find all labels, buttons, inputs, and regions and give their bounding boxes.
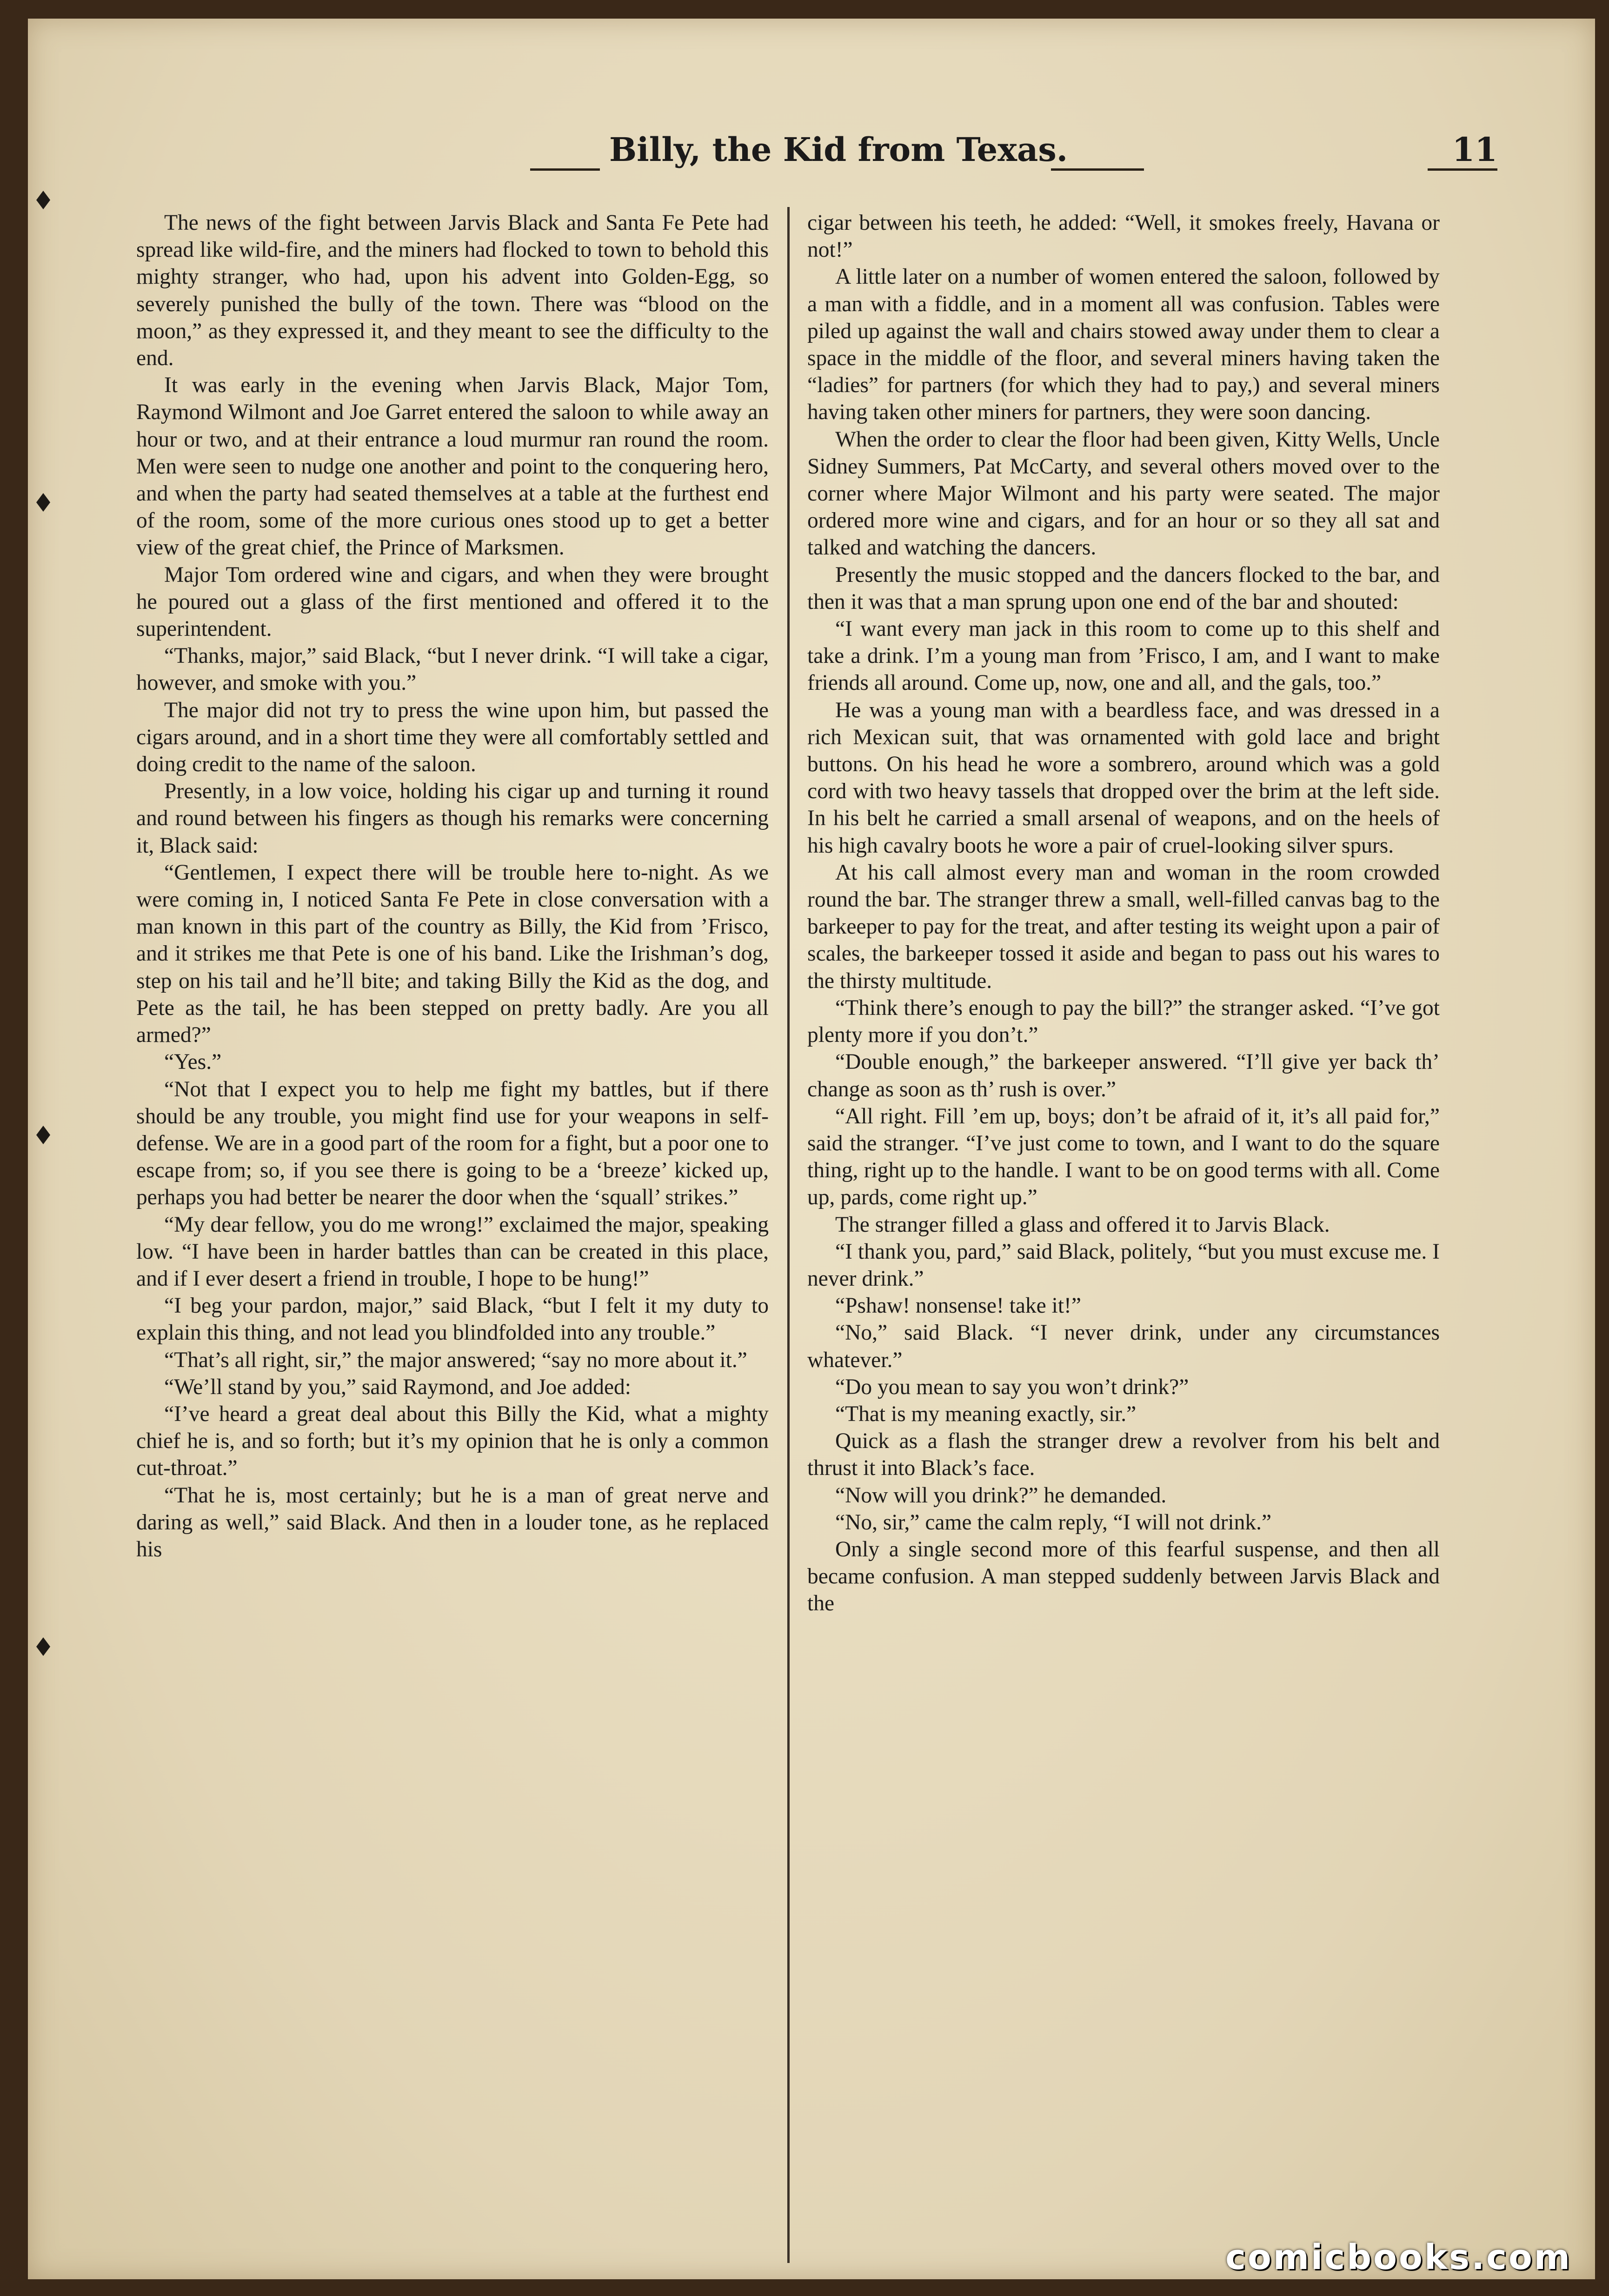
paragraph: cigar between his teeth, he added: “Well, it smokes freely, Havana or not!” bbox=[807, 211, 1440, 262]
paragraph: “Think there’s enough to pay the bill?” the stranger asked. “I’ve got plenty more if you don’t.” bbox=[807, 995, 1440, 1048]
paragraph: The major did not try to press the wine upon him, but passed the cigars around, and in a short time they were all comfortably settled and doing credit to the name of the saloon. bbox=[136, 698, 769, 777]
paragraph: “Now will you drink?” he demanded. bbox=[835, 1483, 1167, 1508]
paragraph: “Pshaw! nonsense! take it!” bbox=[835, 1294, 1081, 1318]
paragraph: “No,” said Black. “I never drink, under any circumstances whatever.” bbox=[807, 1321, 1440, 1372]
paragraph: The stranger filled a glass and offered it to Jarvis Black. bbox=[835, 1212, 1330, 1237]
binding-stitch-icon bbox=[36, 493, 50, 512]
paragraph: Major Tom ordered wine and cigars, and when they were brought he poured out a glass of the first mentioned and offered it to the superintendent. bbox=[136, 562, 769, 641]
column-divider bbox=[787, 207, 790, 2263]
paragraph: A little later on a number of women entered the saloon, followed by a man with a fiddle, and in a moment all was confusion. Tables were piled up against the wall and chairs stowed away under them to clear a space in the middle of the floor, and several miners having taken the “ladies” for partners (for which they had to pay,) and several miners having taken other miners for partners, they were soon dancing. bbox=[807, 265, 1440, 425]
paragraph: Only a single second more of this fearful suspense, and then all became confusion. A man stepped suddenly between Jarvis Black and the bbox=[807, 1537, 1440, 1616]
paragraph: “Not that I expect you to help me fight my battles, but if there should be any trouble, you might find use for your weapons in self-defense. We are in a good part of the room for a fight, but a poor one to escape from; so, if you see there is going to be a ‘breeze’ kicked up, perhaps you had better be nearer the door when the ‘squall’ strikes.” bbox=[136, 1077, 769, 1210]
paragraph: “All right. Fill ’em up, boys; don’t be afraid of it, it’s all paid for,” said the stranger. “I’ve just come to town, and I want to do the square thing, right up to the handle. I want to be on good terms with all. Come up, pards, come right up.” bbox=[807, 1104, 1440, 1210]
paragraph: “No, sir,” came the calm reply, “I will not drink.” bbox=[835, 1510, 1272, 1535]
paragraph: “Do you mean to say you won’t drink?” bbox=[835, 1375, 1189, 1399]
binding-stitch-icon bbox=[36, 1637, 50, 1656]
paragraph: “That’s all right, sir,” the major answered; “say no more about it.” bbox=[164, 1348, 747, 1372]
paragraph: “I thank you, pard,” said Black, politely, “but you must excuse me. I never drink.” bbox=[807, 1239, 1440, 1291]
paragraph: It was early in the evening when Jarvis Black, Major Tom, Raymond Wilmont and Joe Garret entered the saloon to while away an hour or two, and at their entrance a loud murmur ran round the room. Men were seen to nudge one another and point to the conquering hero, and when the party had seated themselves at a table at the furthest end of the room, some of the more curious ones stood up to get a better view of the great chief, the Prince of Marksmen. bbox=[136, 373, 769, 560]
watermark-logo: comicbooks.com bbox=[1225, 2237, 1572, 2277]
paragraph: “I want every man jack in this room to come up to this shelf and take a drink. I’m a young man from ’Frisco, I am, and I want to make friends all around. Come up, now, one and all, and the gals, too.” bbox=[807, 617, 1440, 695]
paragraph: “I beg your pardon, major,” said Black, “but I felt it my duty to explain this thing, and not lead you blindfolded into any trouble.” bbox=[136, 1294, 769, 1345]
book-page bbox=[28, 19, 1595, 2279]
paragraph: Quick as a flash the stranger drew a revolver from his belt and thrust it into Black’s face. bbox=[807, 1429, 1440, 1481]
paragraph: “Thanks, major,” said Black, “but I never drink. “I will take a cigar, however, and smoke with you.” bbox=[136, 644, 769, 695]
running-header bbox=[530, 116, 1497, 186]
header-rule bbox=[1051, 168, 1144, 171]
paragraph: “Double enough,” the barkeeper answered. “I’ll give yer back th’ change as soon as th’ rush is over.” bbox=[807, 1050, 1440, 1101]
paragraph: “Yes.” bbox=[164, 1050, 222, 1075]
paragraph: “That he is, most certainly; but he is a man of great nerve and daring as well,” said Black. And then in a louder tone, as he replaced his bbox=[136, 1483, 769, 1562]
header-rule bbox=[1428, 168, 1497, 171]
right-text-column bbox=[807, 209, 1440, 2270]
paragraph: “We’ll stand by you,” said Raymond, and Joe added: bbox=[164, 1375, 631, 1399]
paragraph: “Gentlemen, I expect there will be trouble here to-night. As we were coming in, I noticed Santa Fe Pete in close conversation with a man known in this part of the country as Billy, the Kid from ’Frisco, and it strikes me that Pete is one of his band. Like the Irishman’s dog, step on his tail and he’ll bite; and taking Billy the Kid as the dog, and Pete as the tail, he has been stepped on pretty badly. Are you all armed?” bbox=[136, 860, 769, 1048]
page-number: 11 bbox=[1452, 130, 1497, 169]
paragraph: The news of the fight between Jarvis Black and Santa Fe Pete had spread like wild-fire, and the miners had flocked to town to behold this mighty stranger, who had, upon his advent into Golden-Egg, so severely punished the bully of the town. There was “blood on the moon,” as they expressed it, and they meant to see the difficulty to the end. bbox=[136, 211, 769, 371]
left-text-column bbox=[136, 209, 769, 2270]
binding-stitch-icon bbox=[36, 191, 50, 209]
paragraph: “That is my meaning exactly, sir.” bbox=[835, 1402, 1137, 1426]
paragraph: When the order to clear the floor had been given, Kitty Wells, Uncle Sidney Summers, Pat McCarty, and several others moved over to the corner where Major Wilmont and his party were seated. The major ordered more wine and cigars, and for an hour or so they all sat and talked and watching the dancers. bbox=[807, 427, 1440, 560]
binding-stitch-icon bbox=[36, 1126, 50, 1144]
running-title: Billy, the Kid from Texas. bbox=[609, 130, 1068, 169]
paragraph: “I’ve heard a great deal about this Billy the Kid, what a mighty chief he is, and so forth; but it’s my opinion that he is only a common cut-throat.” bbox=[136, 1402, 769, 1481]
paragraph: Presently, in a low voice, holding his cigar up and turning it round and round between his fingers as though his remarks were concerning it, Black said: bbox=[136, 779, 769, 858]
header-rule bbox=[530, 168, 600, 171]
paragraph: At his call almost every man and woman in the room crowded round the bar. The stranger threw a small, well-filled canvas bag to the barkeeper to pay for the treat, and after testing its weight upon a pair of scales, the barkeeper tossed it aside and began to pass out his wares to the thirsty multitude. bbox=[807, 860, 1440, 993]
paragraph: He was a young man with a beardless face, and was dressed in a rich Mexican suit, that was ornamented with gold lace and bright buttons. On his head he wore a sombrero, around which was a gold cord with two heavy tassels that dropped over the brim at the left side. In his belt he carried a small arsenal of weapons, and on the heels of his high cavalry boots he wore a pair of cruel-looking silver spurs. bbox=[807, 698, 1440, 858]
paragraph: Presently the music stopped and the dancers flocked to the bar, and then it was that a man sprung upon one end of the bar and shouted: bbox=[807, 562, 1440, 614]
paragraph: “My dear fellow, you do me wrong!” exclaimed the major, speaking low. “I have been in harder battles than can be created in this place, and if I ever desert a friend in trouble, I hope to be hung!” bbox=[136, 1212, 769, 1291]
